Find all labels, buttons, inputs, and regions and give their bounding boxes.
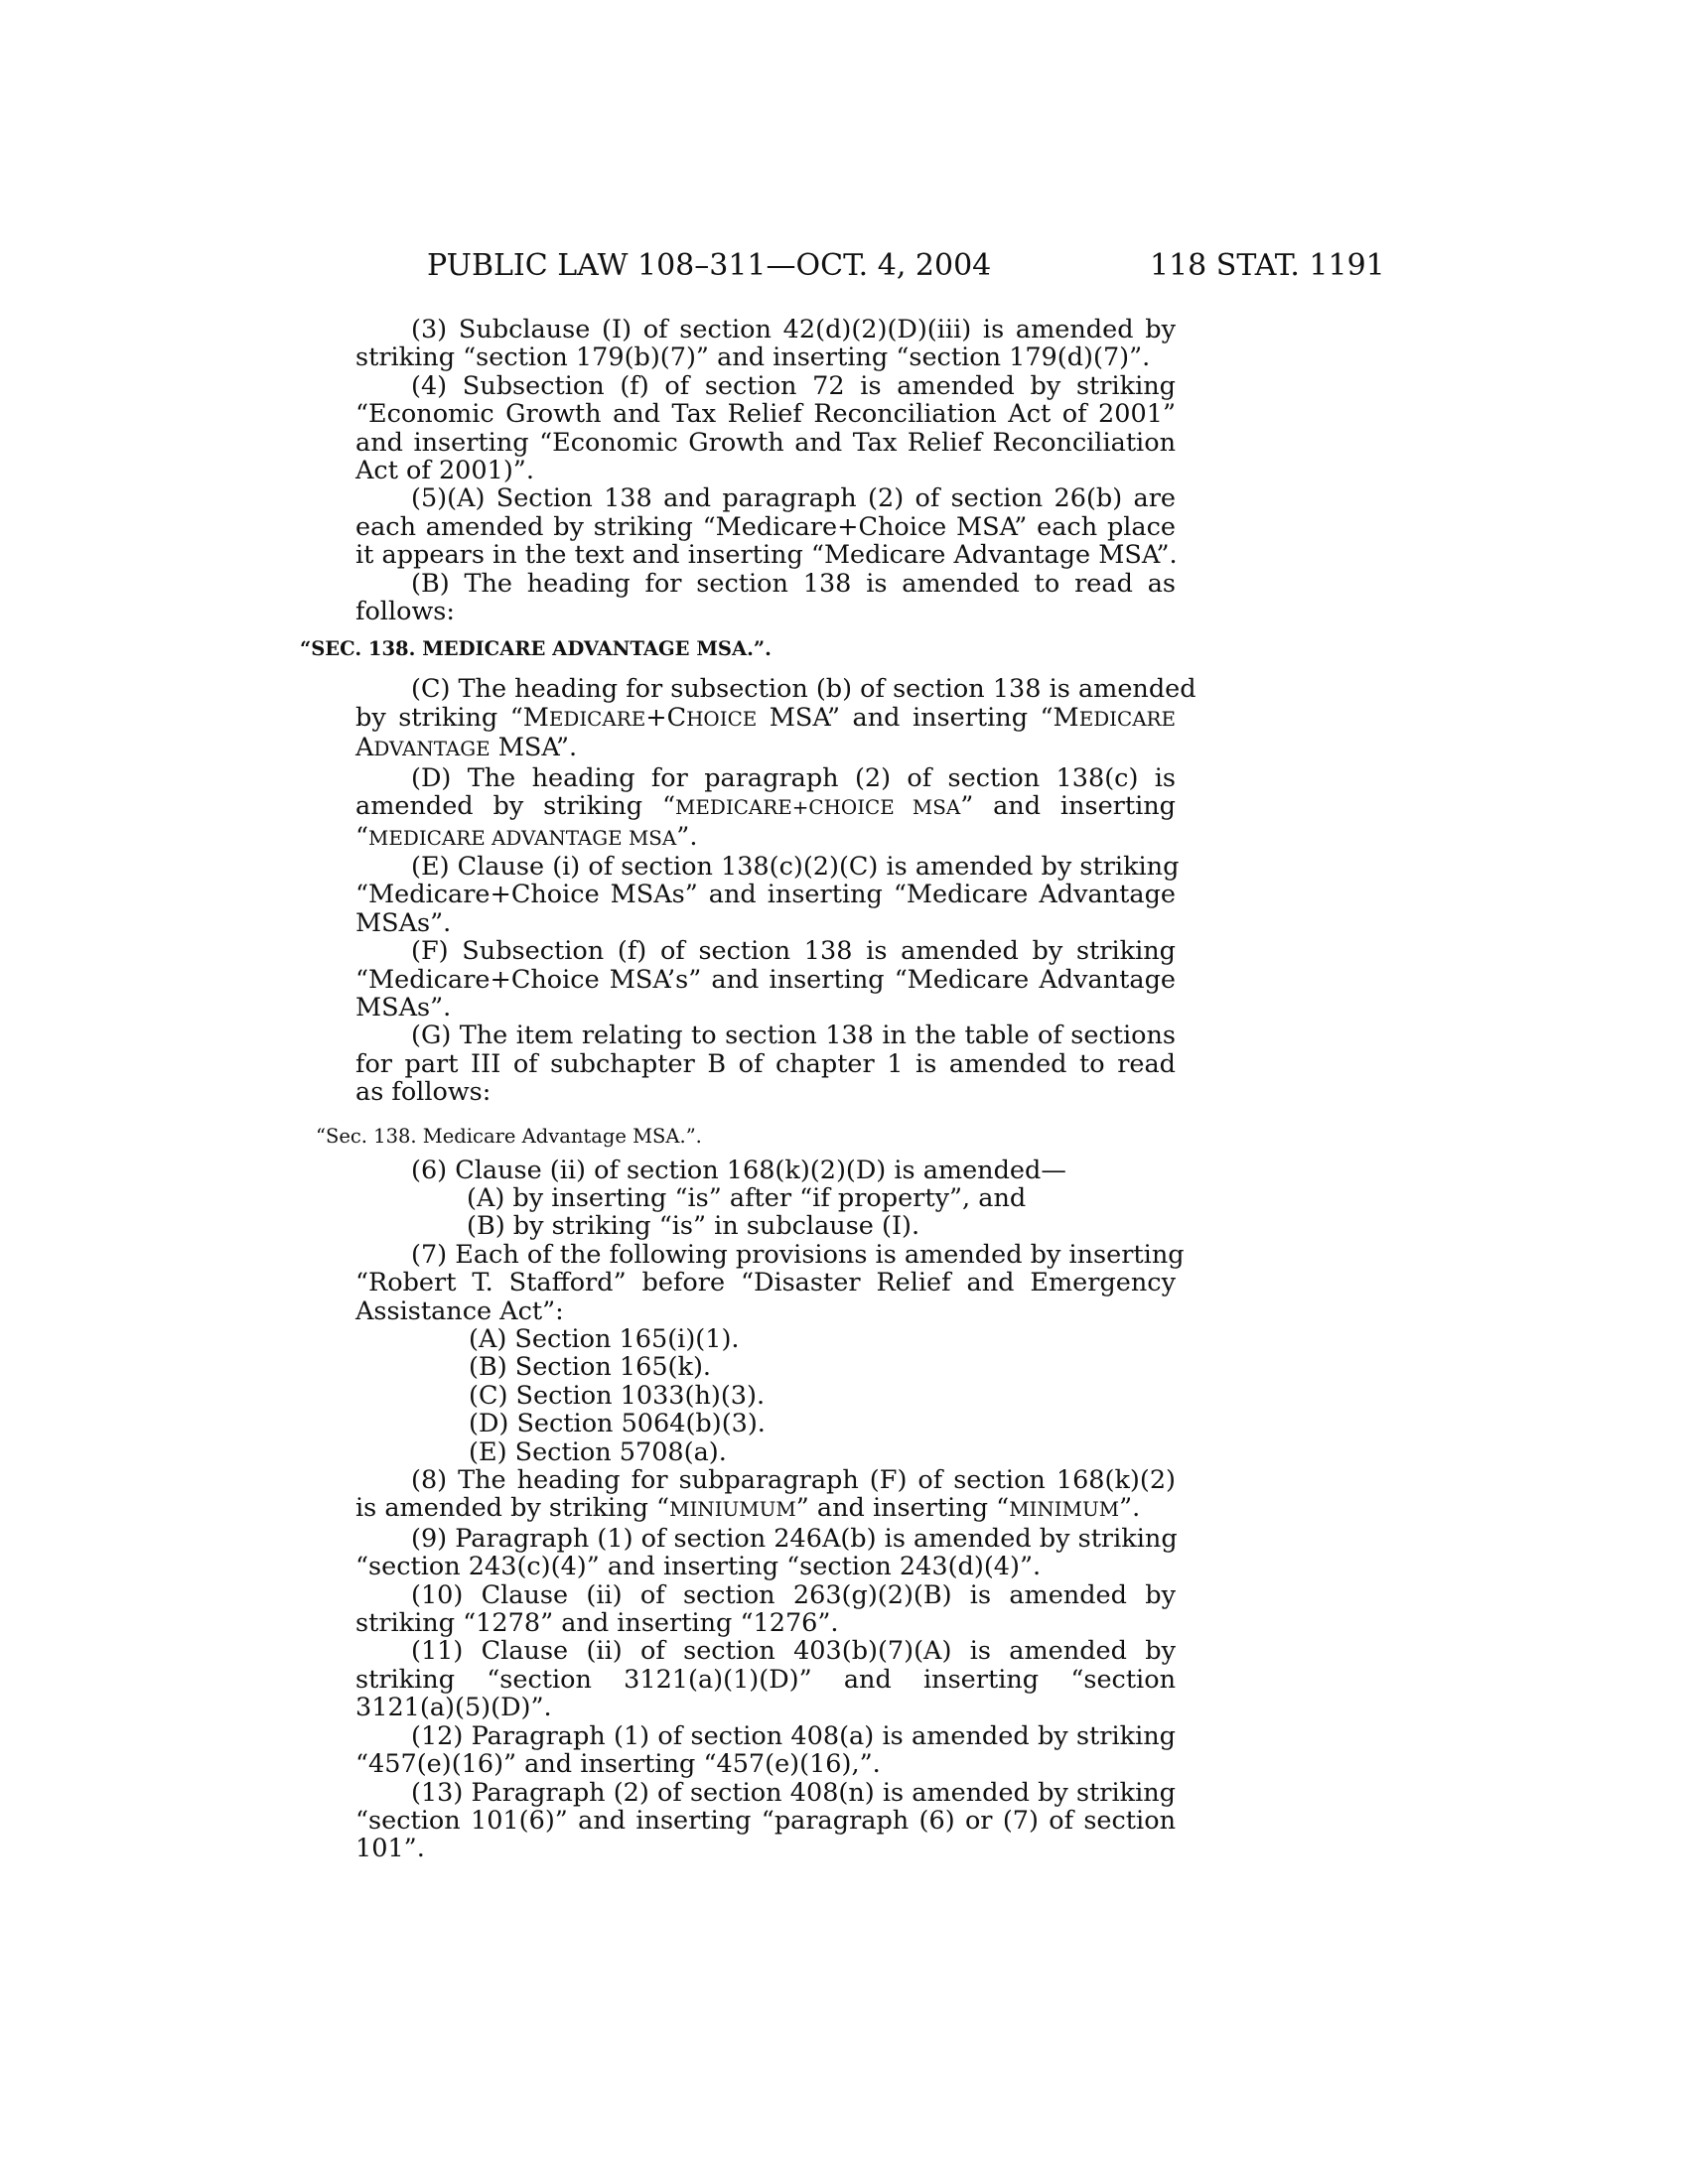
paragraph-7: (7) Each of the following provisions is amended by inserting “Robert T. Stafford” before “Disaster Relief and Emergency Assistance Act”: (A) Section 165(i)(1). (B) Section 165(k). (C) Section 1033(h)(3). (D) Section 5064(b)(3). (E) Section 5708(a). <box>355 1239 1185 1467</box>
paragraph-5f: (F) Subsection (f) of section 138 is amended by striking “Medicare+Choice MSA’s” and inserting “Medicare Advantage MSAs”. <box>355 936 1176 1023</box>
list-item: (C) Section 1033(h)(3). <box>469 1380 766 1411</box>
list-item: (D) Section 5064(b)(3). <box>469 1409 766 1439</box>
list-item: (B) Section 165(k). <box>469 1352 711 1383</box>
paragraph-11: (11) Clause (ii) of section 403(b)(7)(A) is amended by striking “section 3121(a)(1)(D)” and inserting “section 3121(a)(5)(D)”. <box>355 1636 1176 1723</box>
paragraph-9: (9) Paragraph (1) of section 246A(b) is amended by striking “section 243(c)(4)” and inserting “section 243(d)(4)”. <box>355 1523 1178 1582</box>
paragraph-5e: (E) Clause (i) of section 138(c)(2)(C) is amended by striking “Medicare+Choice MSAs” and inserting “Medicare Advantage MSAs”. <box>355 851 1180 938</box>
list-item: (A) Section 165(i)(1). <box>469 1324 740 1354</box>
paragraph-5c: (C) The heading for subsection (b) of section 138 is amended by striking “MEDICARE+CHOICE MSA” and inserting “MEDICARE ADVANTAGE MSA”. <box>355 674 1196 763</box>
running-head-stat-page: 118 STAT. 1191 <box>1150 248 1385 283</box>
paragraph-10: (10) Clause (ii) of section 263(g)(2)(B) is amended by striking “1278” and inserting “1276”. <box>355 1579 1176 1639</box>
paragraph-5d: (D) The heading for paragraph (2) of section 138(c) is amended by striking “MEDICARE+CHOICE MSA” and inserting “MEDICARE ADVANTAGE MSA”. <box>355 762 1177 852</box>
paragraph-8: (8) The heading for subparagraph (F) of section 168(k)(2) is amended by striking “MINIUMUM” and inserting “MINIMUM”. <box>355 1465 1176 1524</box>
list-item: (E) Section 5708(a). <box>469 1436 727 1467</box>
paragraph-5b: (B) The heading for section 138 is amended to read as follows: <box>355 568 1176 627</box>
paragraph-5a: (5)(A) Section 138 and paragraph (2) of section 26(b) are each amended by striking “Medicare+Choice MSA” each place it appears in the text and inserting “Medicare Advantage MSA”. <box>355 483 1178 571</box>
section-heading-138: “SEC. 138. MEDICARE ADVANTAGE MSA.”. <box>300 637 772 661</box>
running-head-public-law: PUBLIC LAW 108–311—OCT. 4, 2004 <box>427 248 992 283</box>
table-of-sections-item: “Sec. 138. Medicare Advantage MSA.”. <box>316 1124 702 1148</box>
paragraph-4: (4) Subsection (f) of section 72 is amended by striking “Economic Growth and Tax Relief Reconciliation Act of 2001” and inserting “Economic Growth and Tax Relief Reconciliation Act of 2001)”. <box>355 370 1176 486</box>
paragraph-5g: (G) The item relating to section 138 in the table of sections for part III of subchapter B of chapter 1 is amended to read as follows: <box>355 1021 1176 1108</box>
document-body <box>300 315 1196 1864</box>
paragraph-13: (13) Paragraph (2) of section 408(n) is amended by striking “section 101(6)” and inserting “paragraph (6) or (7) of section 101”. <box>355 1777 1176 1864</box>
paragraph-3: (3) Subclause (I) of section 42(d)(2)(D)(iii) is amended by striking “section 179(b)(7)” and inserting “section 179(d)(7)”. <box>355 315 1176 373</box>
paragraph-6: (6) Clause (ii) of section 168(k)(2)(D) is amended— (A) by inserting “is” after “if property”, and (B) by striking “is” in subclause (I). <box>411 1155 1066 1242</box>
paragraph-12: (12) Paragraph (1) of section 408(a) is amended by striking “457(e)(16)” and inserting “457(e)(16),”. <box>355 1720 1176 1780</box>
